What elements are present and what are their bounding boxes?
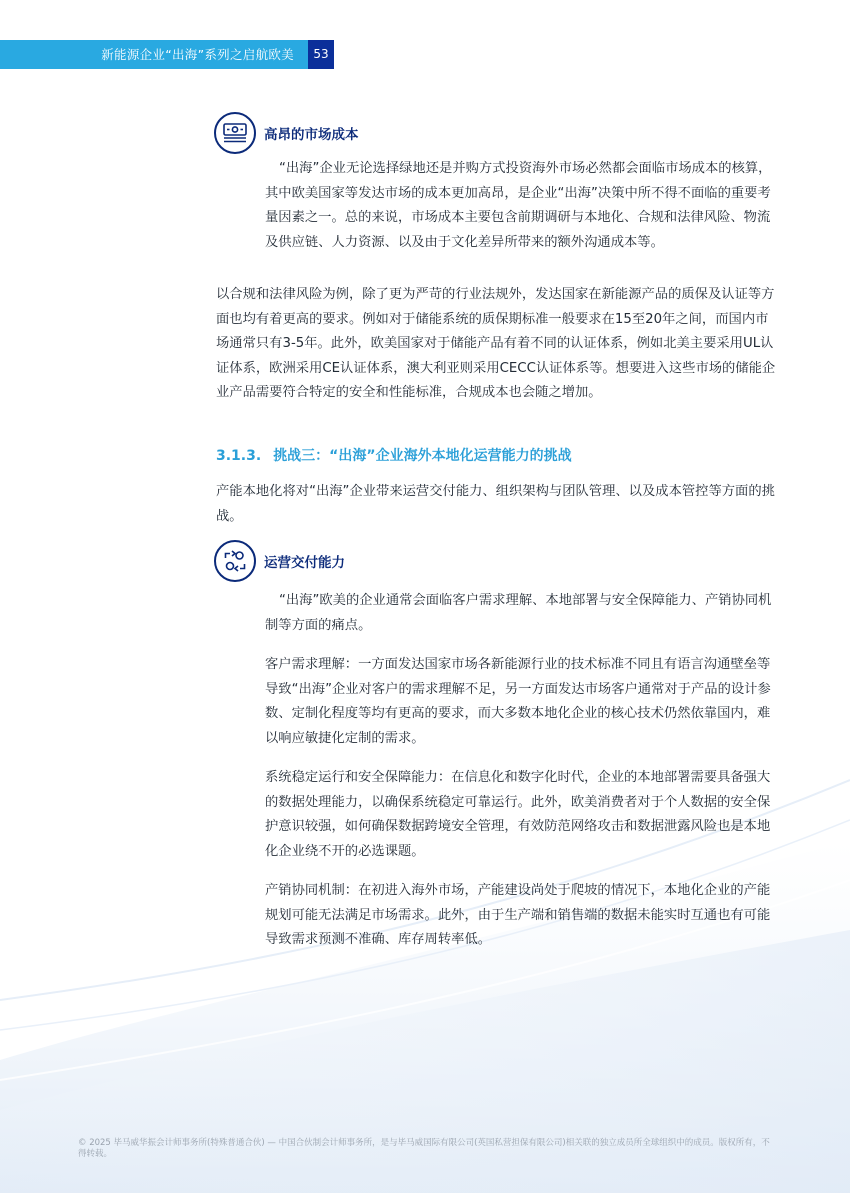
section-header-operations bbox=[214, 540, 345, 582]
section-header-market-cost bbox=[214, 112, 359, 154]
challenge-three-intro: 产能本地化将对“出海”企业带来运营交付能力、组织架构与团队管理、以及成本管控等方面的挑战。 bbox=[216, 484, 775, 524]
operations-paragraph-1: “出海”欧美的企业通常会面临客户需求理解、本地部署与安全保障能力、产销协同机制等方面的痛点。 bbox=[265, 593, 772, 633]
header-title: 新能源企业“出海”系列之启航欧美 bbox=[101, 47, 294, 62]
challenge-three-title: 挑战三：“出海”企业海外本地化运营能力的挑战 bbox=[273, 448, 572, 464]
page-number: 53 bbox=[308, 40, 334, 69]
operations-paragraph-4: 产销协同机制：在初进入海外市场，产能建设尚处于爬坡的情况下，本地化企业的产能规划可能无法满足市场需求。此外，由于生产端和销售端的数据未能实时互通也有可能导致需求预测不准确、库存周转率低。 bbox=[265, 883, 771, 948]
operations-paragraph-2: 客户需求理解：一方面发达国家市场各新能源行业的技术标准不同且有语言沟通壁垒等导致“出海”企业对客户的需求理解不足，另一方面发达市场客户通常对于产品的设计参数、定制化程度等均有更高的要求，而大多数本地化企业的核心技术仍然依靠国内，难以响应敏捷化定制的需求。 bbox=[265, 657, 771, 746]
money-cost-icon bbox=[214, 112, 256, 154]
section-title-market-cost: 高昂的市场成本 bbox=[264, 127, 359, 143]
challenge-three-heading bbox=[216, 445, 572, 465]
compliance-paragraph: 以合规和法律风险为例，除了更为严苛的行业法规外，发达国家在新能源产品的质保及认证等方面也均有着更高的要求。例如对于储能系统的质保期标准一般要求在15至20年之间，而国内市场通常只有3-5年。此外，欧美国家对于储能产品有着不同的认证体系，例如北美主要采用UL认证体系，欧洲采用CE认证体系，澳大利亚则采用CECC认证体系等。想要进入这些市场的储能企业产品需要符合特定的安全和性能标准，合规成本也会随之增加。 bbox=[216, 287, 776, 401]
challenge-three-number: 3.1.3. bbox=[216, 448, 262, 464]
section-title-operations: 运营交付能力 bbox=[264, 555, 345, 571]
operations-paragraph-3: 系统稳定运行和安全保障能力：在信息化和数字化时代，企业的本地部署需要具备强大的数据处理能力，以确保系统稳定可靠运行。此外，欧美消费者对于个人数据的安全保护意识较强，如何确保数据跨境安全管理，有效防范网络攻击和数据泄露风险也是本地化企业绕不开的必选课题。 bbox=[265, 770, 771, 859]
market-cost-paragraph: “出海”企业无论选择绿地还是并购方式投资海外市场必然都会面临市场成本的核算，其中欧美国家等发达市场的成本更加高昂，是企业“出海”决策中所不得不面临的重要考量因素之一。总的来说，市场成本主要包含前期调研与本地化、合规和法律风险、物流及供应链、人力资源、以及由于文化差异所带来的额外沟通成本等。 bbox=[265, 161, 772, 250]
footer-copyright: © 2025 毕马威华振会计师事务所(特殊普通合伙) — 中国合伙制会计师事务所，是与毕马威国际有限公司(英国私营担保有限公司)相关联的独立成员所全球组织中的成员。版权所有，不得转载。 bbox=[78, 1138, 770, 1159]
operations-cycle-icon bbox=[214, 540, 256, 582]
header-bar bbox=[0, 40, 308, 69]
